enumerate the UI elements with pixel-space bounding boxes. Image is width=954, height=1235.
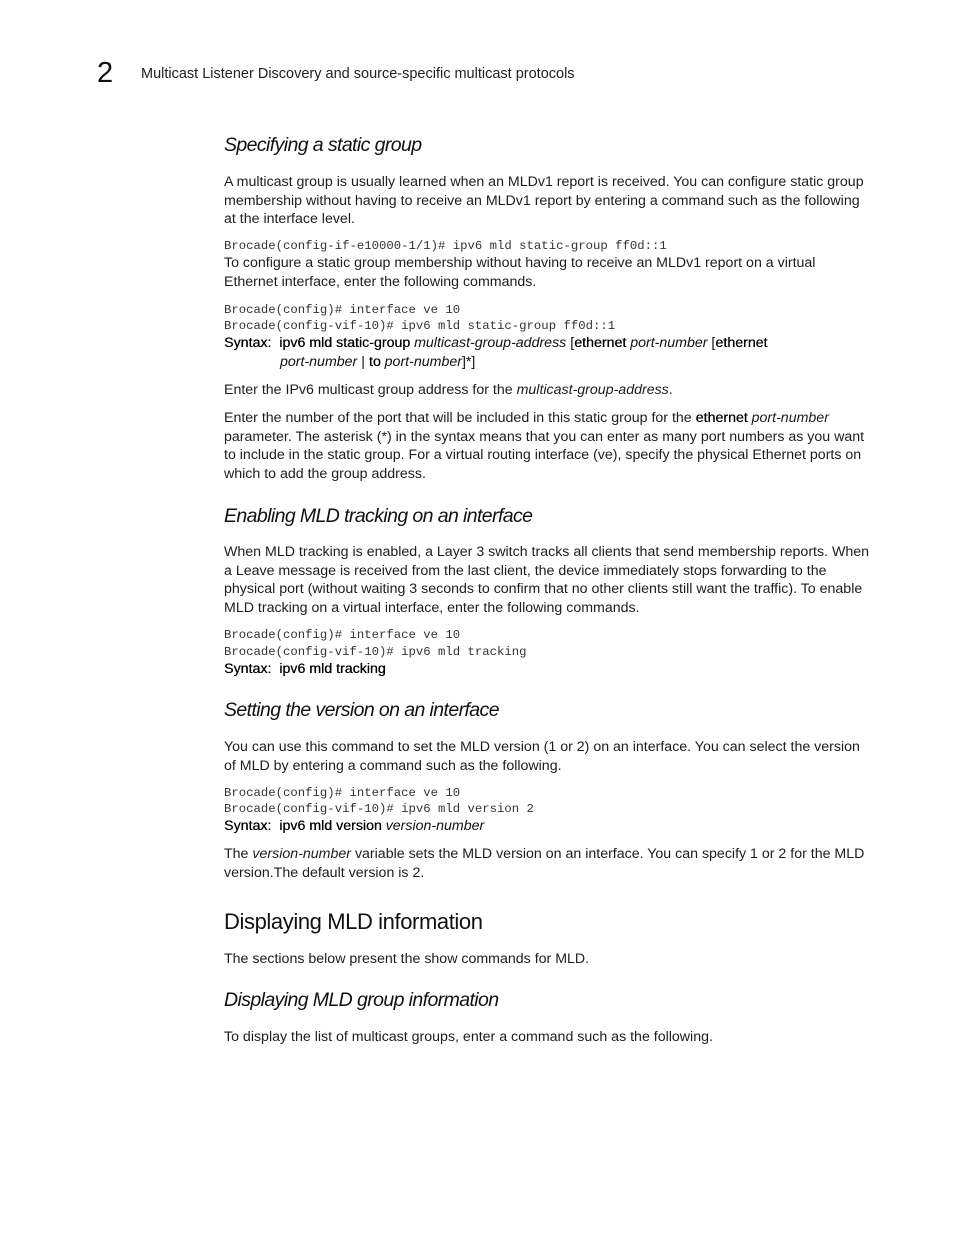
syntax-arg-group-address: multicast-group-address [414,335,567,351]
syntax-continuation [224,353,870,372]
syntax-arg-version: version-number [385,818,485,834]
address-paragraph-end: . [668,382,673,398]
port-paragraph-rest: parameter. The asterisk (*) in the syntax means that you can enter as many port numbers as you want to include in the static group. For a virtual routing interface (ve), specify the physical Ethernet ports on which to add the group address. [224,428,865,482]
display-group-intro: To display the list of multicast groups, enter a command such as the following. [224,1029,713,1045]
version-description [224,845,870,882]
code-version-line-2: Brocade(config-vif-10)# ipv6 mld version 2 [224,802,534,816]
chapter-number: 2 [97,57,114,89]
syntax-arg-port-3: port-number [384,353,462,370]
code-tracking-line-1: Brocade(config)# interface ve 10 [224,628,461,642]
syntax-label: Syntax: [224,818,272,834]
code-static-group-interface: Brocade(config-if-e10000-1/1)# ipv6 mld static-group ff0d::1 [224,239,667,253]
chapter-title: Multicast Listener Discovery and source-specific multicast protocols [141,66,575,82]
syntax-tail: ]*] [461,353,476,370]
heading-display-group: Displaying MLD group information [224,989,499,1011]
syntax-arg-port-2: port-number [280,353,358,370]
static-group-virtual-intro: To configure a static group membership without having to receive an MLDv1 report on a virtual Ethernet interface, enter the following commands. [224,255,816,290]
version-intro: You can use this command to set the MLD version (1 or 2) on an interface. You can select the version of MLD by entering a command such as the following. [224,739,860,774]
syntax-kw-ethernet-2: ethernet [715,335,768,351]
heading-static-group: Specifying a static group [224,134,422,156]
port-paragraph-kw: ethernet [695,410,748,426]
version-description-rest: variable sets the MLD version on an interface. You can specify 1 or 2 for the MLD version.The default version is 2. [224,846,865,881]
code-version-line-1: Brocade(config)# interface ve 10 [224,786,461,800]
syntax-bracket-open-2: [ [711,335,716,351]
display-intro: The sections below present the show commands for MLD. [224,951,590,967]
syntax-bracket-open: [ [570,335,575,351]
port-paragraph-var: port-number [751,410,829,426]
static-group-intro: A multicast group is usually learned when an MLDv1 report is received. You can configure static group membership without having to receive an MLDv1 report by entering a command such as the following at the interface level. [224,174,864,228]
tracking-intro: When MLD tracking is enabled, a Layer 3 switch tracks all clients that send membership reports. When a Leave message is received from the last client, the device immediately stops forwarding to the physical port (without waiting 3 seconds to confirm that no other clients still want the traffic). To enable MLD tracking on a virtual interface, enter the following commands. [224,544,870,616]
heading-displaying-mld: Displaying MLD information [224,909,483,934]
syntax-separator: | [361,353,365,370]
port-paragraph [224,409,870,483]
version-description-start: The [224,846,249,862]
syntax-kw-ethernet: ethernet [574,335,627,351]
heading-version: Setting the version on an interface [224,699,499,721]
syntax-tracking [224,660,870,679]
syntax-command: ipv6 mld tracking [279,661,386,677]
heading-tracking: Enabling MLD tracking on an interface [224,505,533,527]
code-ve-line-2: Brocade(config-vif-10)# ipv6 mld static-group ff0d::1 [224,319,616,333]
code-tracking-line-2: Brocade(config-vif-10)# ipv6 mld tracking [224,645,527,659]
syntax-version [224,817,870,836]
address-paragraph-var: multicast-group-address [516,382,669,398]
port-paragraph-text: Enter the number of the port that will be included in this static group for the [224,410,692,426]
code-ve-line-1: Brocade(config)# interface ve 10 [224,303,461,317]
address-paragraph [224,381,870,400]
syntax-kw-to: to [368,353,381,370]
syntax-static-group [224,334,870,371]
version-description-var: version-number [252,846,351,862]
syntax-arg-port: port-number [630,335,708,351]
syntax-label: Syntax: [224,335,272,351]
syntax-command: ipv6 mld version [279,818,382,834]
syntax-label: Syntax: [224,661,272,677]
syntax-command: ipv6 mld static-group [279,335,411,351]
address-paragraph-text: Enter the IPv6 multicast group address for the [224,382,513,398]
